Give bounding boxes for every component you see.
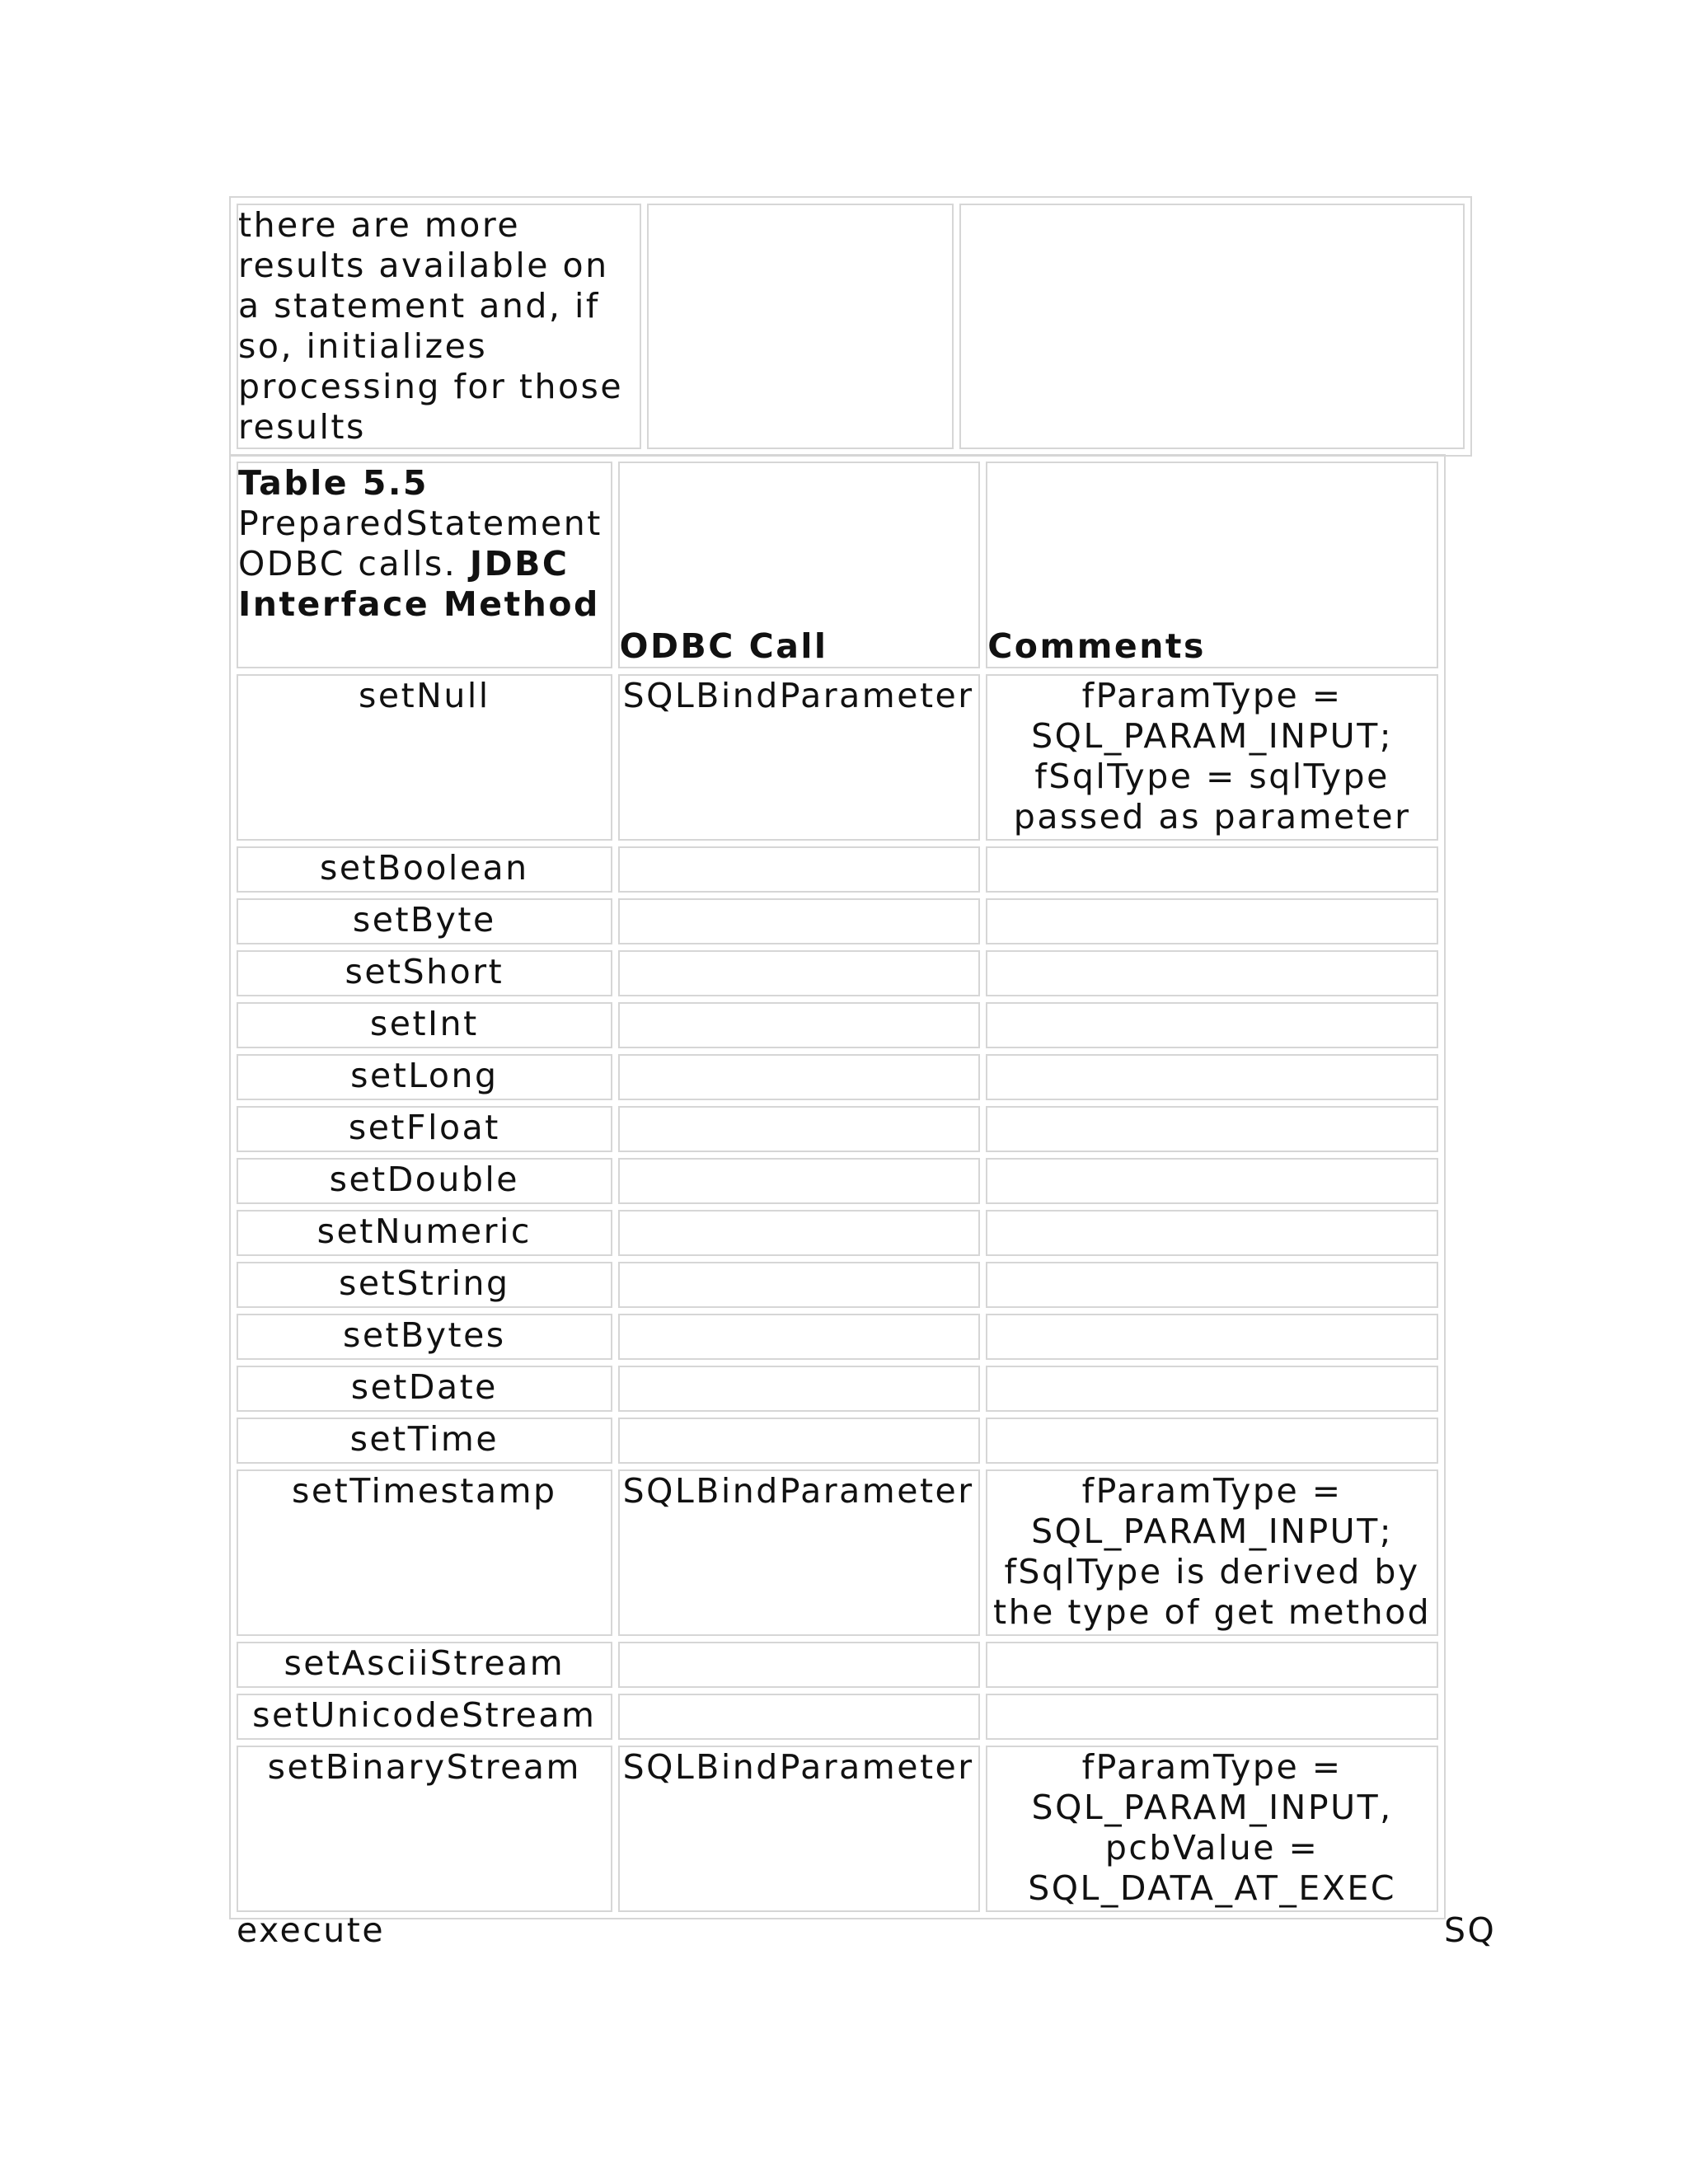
odbc-call-cell	[618, 1418, 981, 1464]
table-row	[237, 1366, 1438, 1412]
comment-line: SQL_PARAM_INPUT;	[1031, 1511, 1394, 1551]
method-cell: setAsciiStream	[237, 1642, 612, 1688]
comments-cell	[986, 1314, 1438, 1360]
table-row	[237, 1314, 1438, 1360]
method-cell: setDouble	[237, 1158, 612, 1204]
method-cell: setShort	[237, 950, 612, 996]
odbc-call-cell: SQLBindParameter	[618, 1746, 981, 1912]
trailing-text-left: execute	[237, 1910, 386, 1950]
method-cell: setLong	[237, 1054, 612, 1100]
table-row	[237, 1469, 1438, 1636]
comment-line: the type of get method	[993, 1592, 1432, 1632]
odbc-call-cell	[618, 1106, 981, 1152]
table-row	[237, 1746, 1438, 1912]
table-body	[237, 674, 1438, 1912]
table-number: Table 5.5	[238, 463, 429, 503]
odbc-call-cell	[618, 1314, 981, 1360]
method-cell: setString	[237, 1262, 612, 1308]
column-header-comments: Comments	[986, 462, 1438, 668]
odbc-call-cell	[618, 1002, 981, 1048]
comment-line: fParamType =	[1081, 1747, 1343, 1787]
table-row	[237, 950, 1438, 996]
method-cell: setBytes	[237, 1314, 612, 1360]
table-row	[237, 204, 1465, 449]
comment-line: passed as parameter	[1013, 797, 1411, 837]
comment-line: pcbValue =	[1104, 1828, 1320, 1868]
comments-cell	[986, 1158, 1438, 1204]
table-header-row	[237, 462, 1438, 668]
table-caption: PreparedStatement ODBC calls.	[238, 504, 603, 583]
table-row	[237, 898, 1438, 944]
table-row	[237, 1694, 1438, 1740]
comment-line: fParamType =	[1081, 1471, 1343, 1511]
table-row	[237, 1054, 1438, 1100]
method-cell: setTimestamp	[237, 1469, 612, 1636]
comments-cell	[986, 1106, 1438, 1152]
comments-cell	[986, 898, 1438, 944]
odbc-call-cell	[618, 846, 981, 893]
odbc-call-cell	[618, 950, 981, 996]
trailing-text-right: SQ	[1444, 1910, 1497, 1950]
table-row	[237, 846, 1438, 893]
method-cell: setDate	[237, 1366, 612, 1412]
method-cell: setNull	[237, 674, 612, 841]
comments-cell	[986, 1418, 1438, 1464]
odbc-call-cell	[618, 1210, 981, 1256]
comments-cell	[986, 1746, 1438, 1912]
comment-line: fSqlType is derived by	[1004, 1552, 1420, 1591]
odbc-call-cell	[618, 1694, 981, 1740]
comment-line: SQL_DATA_AT_EXEC	[1028, 1868, 1396, 1908]
comments-cell	[986, 1366, 1438, 1412]
column-header-odbc: ODBC Call	[618, 462, 981, 668]
prepared-statement-table	[229, 454, 1446, 1919]
method-cell: setByte	[237, 898, 612, 944]
odbc-call-cell	[618, 1642, 981, 1688]
odbc-call-cell: SQLBindParameter	[618, 674, 981, 841]
table-row	[237, 1642, 1438, 1688]
table-caption-cell	[237, 462, 612, 668]
comments-cell	[986, 846, 1438, 893]
comments-cell	[986, 1054, 1438, 1100]
column-header-method: JDBC Interface Method	[238, 544, 600, 624]
table-row	[237, 674, 1438, 841]
comments-cell	[986, 1002, 1438, 1048]
method-cell: setBinaryStream	[237, 1746, 612, 1912]
continuation-odbc-cell	[647, 204, 954, 449]
table-row	[237, 1158, 1438, 1204]
odbc-call-cell	[618, 1158, 981, 1204]
comments-cell	[986, 1694, 1438, 1740]
comments-cell	[986, 950, 1438, 996]
method-cell: setInt	[237, 1002, 612, 1048]
comment-line: fParamType =	[1081, 676, 1343, 715]
table-row	[237, 1106, 1438, 1152]
comments-cell	[986, 1469, 1438, 1636]
comment-line: SQL_PARAM_INPUT,	[1031, 1788, 1393, 1827]
table-row	[237, 1210, 1438, 1256]
comment-line: fSqlType = sqlType	[1034, 757, 1390, 796]
method-cell: setTime	[237, 1418, 612, 1464]
comments-cell	[986, 1262, 1438, 1308]
comment-line: SQL_PARAM_INPUT;	[1031, 716, 1394, 756]
table-row	[237, 1262, 1438, 1308]
table-row	[237, 1002, 1438, 1048]
table-row	[237, 1418, 1438, 1464]
odbc-call-cell	[618, 1366, 981, 1412]
comments-cell	[986, 1642, 1438, 1688]
odbc-call-cell	[618, 1054, 981, 1100]
odbc-call-cell: SQLBindParameter	[618, 1469, 981, 1636]
continuation-description: there are more results available on a statement and, if so, initializes processing for those results	[237, 204, 641, 449]
method-cell: setFloat	[237, 1106, 612, 1152]
method-cell: setUnicodeStream	[237, 1694, 612, 1740]
continuation-comments-cell	[959, 204, 1465, 449]
comments-cell	[986, 674, 1438, 841]
method-cell: setBoolean	[237, 846, 612, 893]
odbc-call-cell	[618, 898, 981, 944]
continuation-table	[229, 196, 1472, 457]
odbc-call-cell	[618, 1262, 981, 1308]
comments-cell	[986, 1210, 1438, 1256]
method-cell: setNumeric	[237, 1210, 612, 1256]
